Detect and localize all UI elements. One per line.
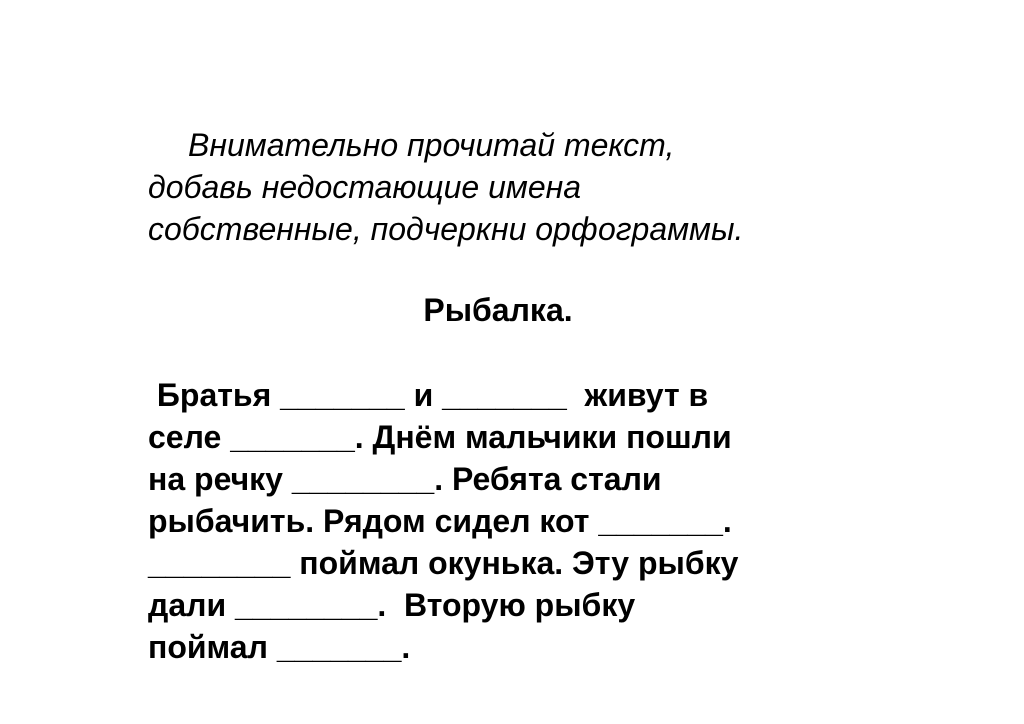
instructions-line: добавь недостающие имена (148, 169, 582, 205)
story-line: рыбачить. Рядом сидел кот _______. (148, 503, 732, 539)
story-line: ________ поймал окунька. Эту рыбку (148, 545, 739, 581)
story-line: на речку ________. Ребята стали (148, 461, 662, 497)
story-line: поймал _______. (148, 629, 411, 665)
instructions-line: собственные, подчеркни орфограммы. (148, 211, 744, 247)
story-title: Рыбалка. (423, 292, 573, 328)
story-line: дали ________. Вторую рыбку (148, 587, 636, 623)
story-text (148, 374, 948, 668)
task-instructions (148, 124, 908, 250)
story-line: Братья _______ и _______ живут в (148, 377, 709, 413)
story-line: селе _______. Днём мальчики пошли (148, 419, 732, 455)
instructions-line: Внимательно прочитай текст, (188, 127, 675, 163)
